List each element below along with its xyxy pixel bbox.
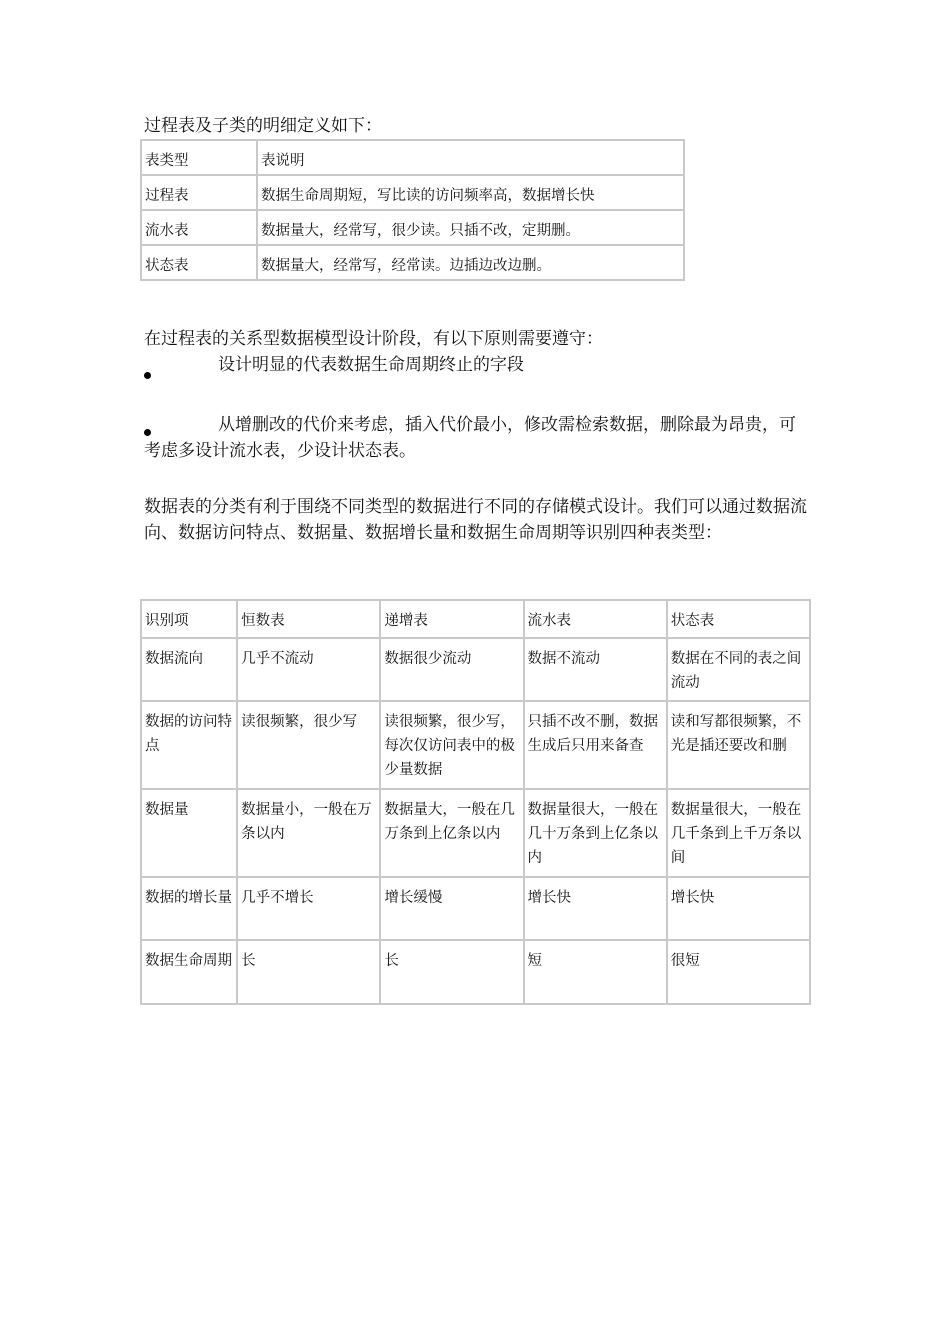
table-header-cell: 流水表: [524, 600, 667, 638]
table-cell: 数据的增长量: [141, 877, 237, 940]
table-cell: 数据不流动: [524, 638, 667, 701]
table-cell: 数据在不同的表之间流动: [667, 638, 810, 701]
list-item-text: 设计明显的代表数据生命周期终止的字段: [218, 355, 524, 375]
table-cell: 增长缓慢: [380, 877, 523, 940]
table-cell: 读和写都很频繁，不光是插还要改和删: [667, 701, 810, 789]
table-cell: 数据量大，经常写，很少读。只插不改，定期删。: [257, 210, 684, 245]
table-header-cell: 表类型: [141, 140, 257, 175]
table-row: [141, 940, 810, 1004]
process-table-definition: [140, 139, 685, 281]
table-cell: 数据量小，一般在万条以内: [237, 789, 380, 877]
table-cell: 数据量很大，一般在几十万条到上亿条以内: [524, 789, 667, 877]
table-row: [141, 245, 684, 280]
table-header-cell: 状态表: [667, 600, 810, 638]
table-cell: 数据量: [141, 789, 237, 877]
bullet-icon: [144, 372, 151, 379]
table-cell: 数据流向: [141, 638, 237, 701]
table-row: [141, 701, 810, 789]
table-row: [141, 638, 810, 701]
table-cell: 很短: [667, 940, 810, 1004]
table-header-cell: 恒数表: [237, 600, 380, 638]
table-cell: 读很频繁，很少写，每次仅访问表中的极少量数据: [380, 701, 523, 789]
table-cell: 只插不改不删，数据生成后只用来备查: [524, 701, 667, 789]
intro-text: 过程表及子类的明细定义如下：: [144, 116, 382, 136]
table-type-identification: [140, 599, 811, 1005]
list-item: [144, 412, 810, 464]
table-cell: 数据量大，经常写，经常读。边插边改边删。: [257, 245, 684, 280]
table-cell: 数据很少流动: [380, 638, 523, 701]
classification-paragraph: 数据表的分类有利于围绕不同类型的数据进行不同的存储模式设计。我们可以通过数据流向、数据访问特点、数据量、数据增长量和数据生命周期等识别四种表类型：: [144, 497, 807, 543]
table-cell: 几乎不增长: [237, 877, 380, 940]
table-cell: 数据生命周期短，写比读的访问频率高，数据增长快: [257, 175, 684, 210]
table-cell: 过程表: [141, 175, 257, 210]
table-row: [141, 210, 684, 245]
table-cell: 增长快: [524, 877, 667, 940]
table-row: [141, 789, 810, 877]
table-cell: 数据生命周期: [141, 940, 237, 1004]
table-cell: 读很频繁，很少写: [237, 701, 380, 789]
list-item: [144, 352, 810, 378]
table-header-cell: 表说明: [257, 140, 684, 175]
table-cell: 短: [524, 940, 667, 1004]
table-cell: 状态表: [141, 245, 257, 280]
list-item-text: 从增删改的代价来考虑，插入代价最小，修改需检索数据，删除最为昂贵，可考虑多设计流水表，少设计状态表。: [144, 415, 796, 461]
table-cell: 长: [380, 940, 523, 1004]
table-cell: 长: [237, 940, 380, 1004]
table-row: [141, 877, 810, 940]
table-header-row: [141, 600, 810, 638]
table-cell: 数据的访问特点: [141, 701, 237, 789]
table-header-row: [141, 140, 684, 175]
table-cell: 增长快: [667, 877, 810, 940]
table-cell: 几乎不流动: [237, 638, 380, 701]
table-header-cell: 递增表: [380, 600, 523, 638]
table-cell: 数据量很大，一般在几千条到上千万条以间: [667, 789, 810, 877]
table-cell: 数据量大，一般在几万条到上亿条以内: [380, 789, 523, 877]
table-row: [141, 175, 684, 210]
table-header-cell: 识别项: [141, 600, 237, 638]
table-cell: 流水表: [141, 210, 257, 245]
principles-intro: 在过程表的关系型数据模型设计阶段，有以下原则需要遵守：: [144, 329, 603, 349]
bullet-icon: [144, 429, 151, 436]
